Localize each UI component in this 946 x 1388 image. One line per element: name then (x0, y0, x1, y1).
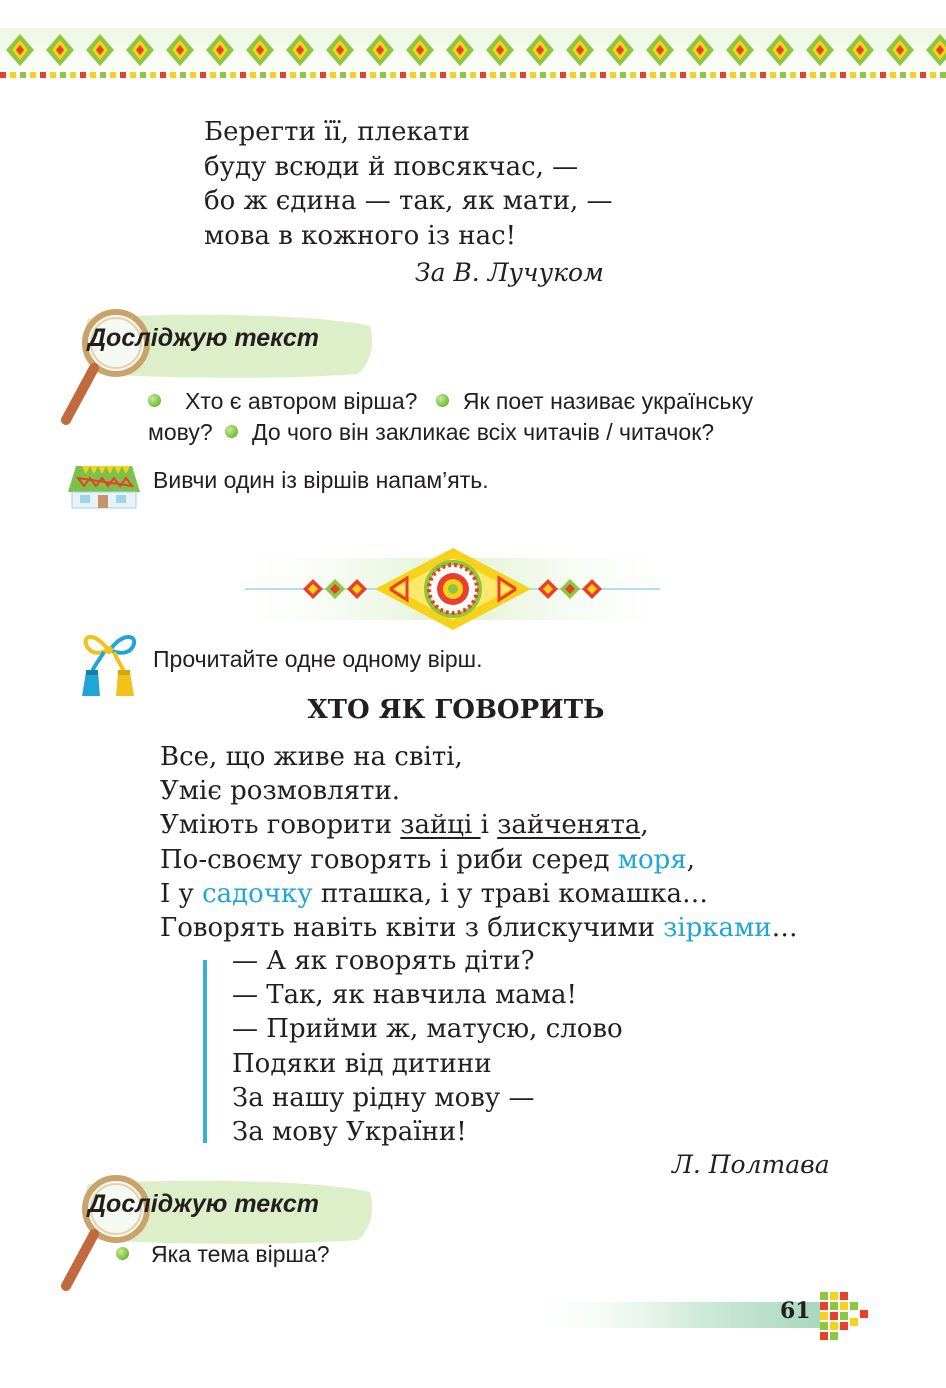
poem-2-line: За мову України! (232, 1117, 467, 1148)
poem-2-title: ХТО ЯК ГОВОРИТЬ (307, 695, 605, 725)
poem-1-author: За В. Лучуком (415, 258, 604, 287)
highlighted-word: моря (617, 844, 687, 875)
poem-2-dialog (232, 944, 623, 1149)
section-badge-label: Досліджую текст (88, 1190, 319, 1218)
text-run: пташка, і у траві комашка… (312, 878, 708, 909)
poem-2-line: — Так, як навчила мама! (232, 980, 577, 1011)
text-run: І у (160, 878, 203, 909)
text-run: … (771, 913, 798, 944)
text-run: , (640, 810, 649, 841)
ornament-divider (215, 548, 690, 630)
text-run: Уміють говорити (160, 810, 401, 841)
dialog-marker-bar (203, 960, 207, 1143)
poem-1-line: Берегти її, плекати (204, 117, 470, 147)
poem-2-line: Уміє розмовляти. (160, 776, 401, 807)
page-number: 61 (780, 1298, 811, 1324)
poem-1-line: мова в кожного із нас! (204, 220, 517, 251)
poem-2-line (160, 911, 798, 945)
poem-2-line: Все, що живе на світі, (160, 742, 463, 772)
poem-2 (160, 740, 798, 945)
highlighted-word: садочку (202, 878, 313, 909)
poem-2-line: — Прийми ж, матусю, слово (232, 1014, 623, 1045)
poem-1 (204, 115, 613, 253)
questions-block-1 (148, 386, 868, 448)
poem-1-line: бо ж єдина — так, як мати, — (204, 186, 613, 216)
section-badge-2 (58, 1174, 358, 1294)
highlighted-word: зірками (663, 913, 772, 944)
poem-1-line: буду всюди й повсякчас, — (204, 151, 579, 182)
question: До чого він закликає всіх читачів / читачок? (252, 419, 715, 445)
text-run: Говорять навіть квіти з блискучими (160, 913, 664, 944)
top-ornament-border (0, 28, 946, 84)
page-footer-ornament (520, 1280, 890, 1350)
question: Хто є автором вірша? (185, 388, 418, 414)
poem-2-line (160, 808, 798, 842)
question: Яка тема вірша? (151, 1241, 330, 1267)
task-read: Прочитайте одне одному вірш. (153, 646, 483, 672)
bullet-icon (116, 1247, 129, 1260)
task-memorize: Вивчи один із віршів напам’ять. (153, 467, 489, 493)
question: мову? (148, 419, 213, 445)
tassel-icon (74, 626, 144, 698)
text-run: і (480, 810, 498, 841)
question: Як поет називає українську (462, 388, 754, 414)
poem-2-line: За нашу рідну мову — (232, 1082, 535, 1113)
poem-2-line (160, 877, 798, 911)
underlined-word: зайченята (497, 810, 641, 841)
poem-2-author: Л. Полтава (672, 1150, 830, 1179)
poem-2-line: Подяки від дитини (232, 1048, 492, 1079)
underlined-word: зайці (400, 810, 481, 841)
questions-block-2 (116, 1239, 330, 1270)
house-icon (66, 462, 142, 510)
bullet-icon (225, 425, 238, 438)
bullet-icon (148, 394, 161, 407)
section-badge-label: Досліджую текст (88, 324, 319, 352)
poem-2-line (160, 843, 798, 877)
text-run: По-своєму говорять і риби серед (160, 844, 618, 875)
text-run: , (686, 844, 695, 875)
bullet-icon (436, 394, 449, 407)
poem-2-line: — А як говорять діти? (232, 946, 535, 976)
